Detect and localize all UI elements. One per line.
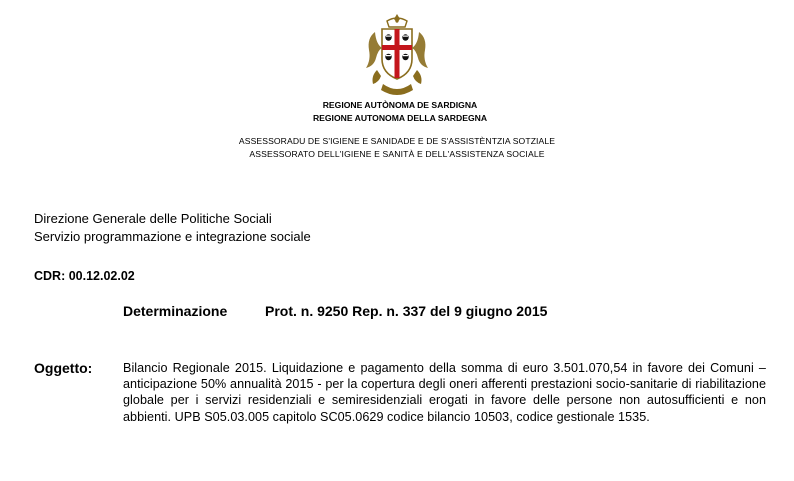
subject-text: Bilancio Regionale 2015. Liquidazione e pagamento della somma di euro 3.501.070,54 in favore dei Comuni – anticipazione 50% annualità 2015 - per la copertura degli oneri afferenti prestazioni socio-sanitarie di riabilitazione globale per i servizi residenziali e semiresidenziali erogati in favore delle persone non autosufficienti e non abbienti. UPB S05.03.005 capitolo SC05.0629 codice bilancio 10503, codice gestionale 1535. xyxy=(123,361,766,424)
protocol-reference: Prot. n. 9250 Rep. n. 337 del 9 giugno 2015 xyxy=(265,303,548,319)
cdr-code: CDR: 00.12.02.02 xyxy=(34,269,135,283)
determination-label: Determinazione xyxy=(123,303,228,319)
direction-name: Direzione Generale delle Politiche Sociali xyxy=(34,211,272,226)
subject-label: Oggetto: xyxy=(34,360,93,376)
department-name-sardinian: ASSESSORADU DE S'IGIENE E SANIDADE E DE S'ASSISTÈNTZIA SOTZIALE xyxy=(238,136,556,146)
region-name-italian: REGIONE AUTONOMA DELLA SARDEGNA xyxy=(312,113,488,123)
region-name-sardinian: REGIONE AUTÒNOMA DE SARDIGNA xyxy=(322,100,478,110)
sardinia-coat-of-arms-icon xyxy=(361,12,433,98)
department-name-italian: ASSESSORATO DELL'IGIENE E SANITÀ E DELL'ASSISTENZA SOCIALE xyxy=(249,149,545,159)
service-name: Servizio programmazione e integrazione sociale xyxy=(34,229,311,244)
